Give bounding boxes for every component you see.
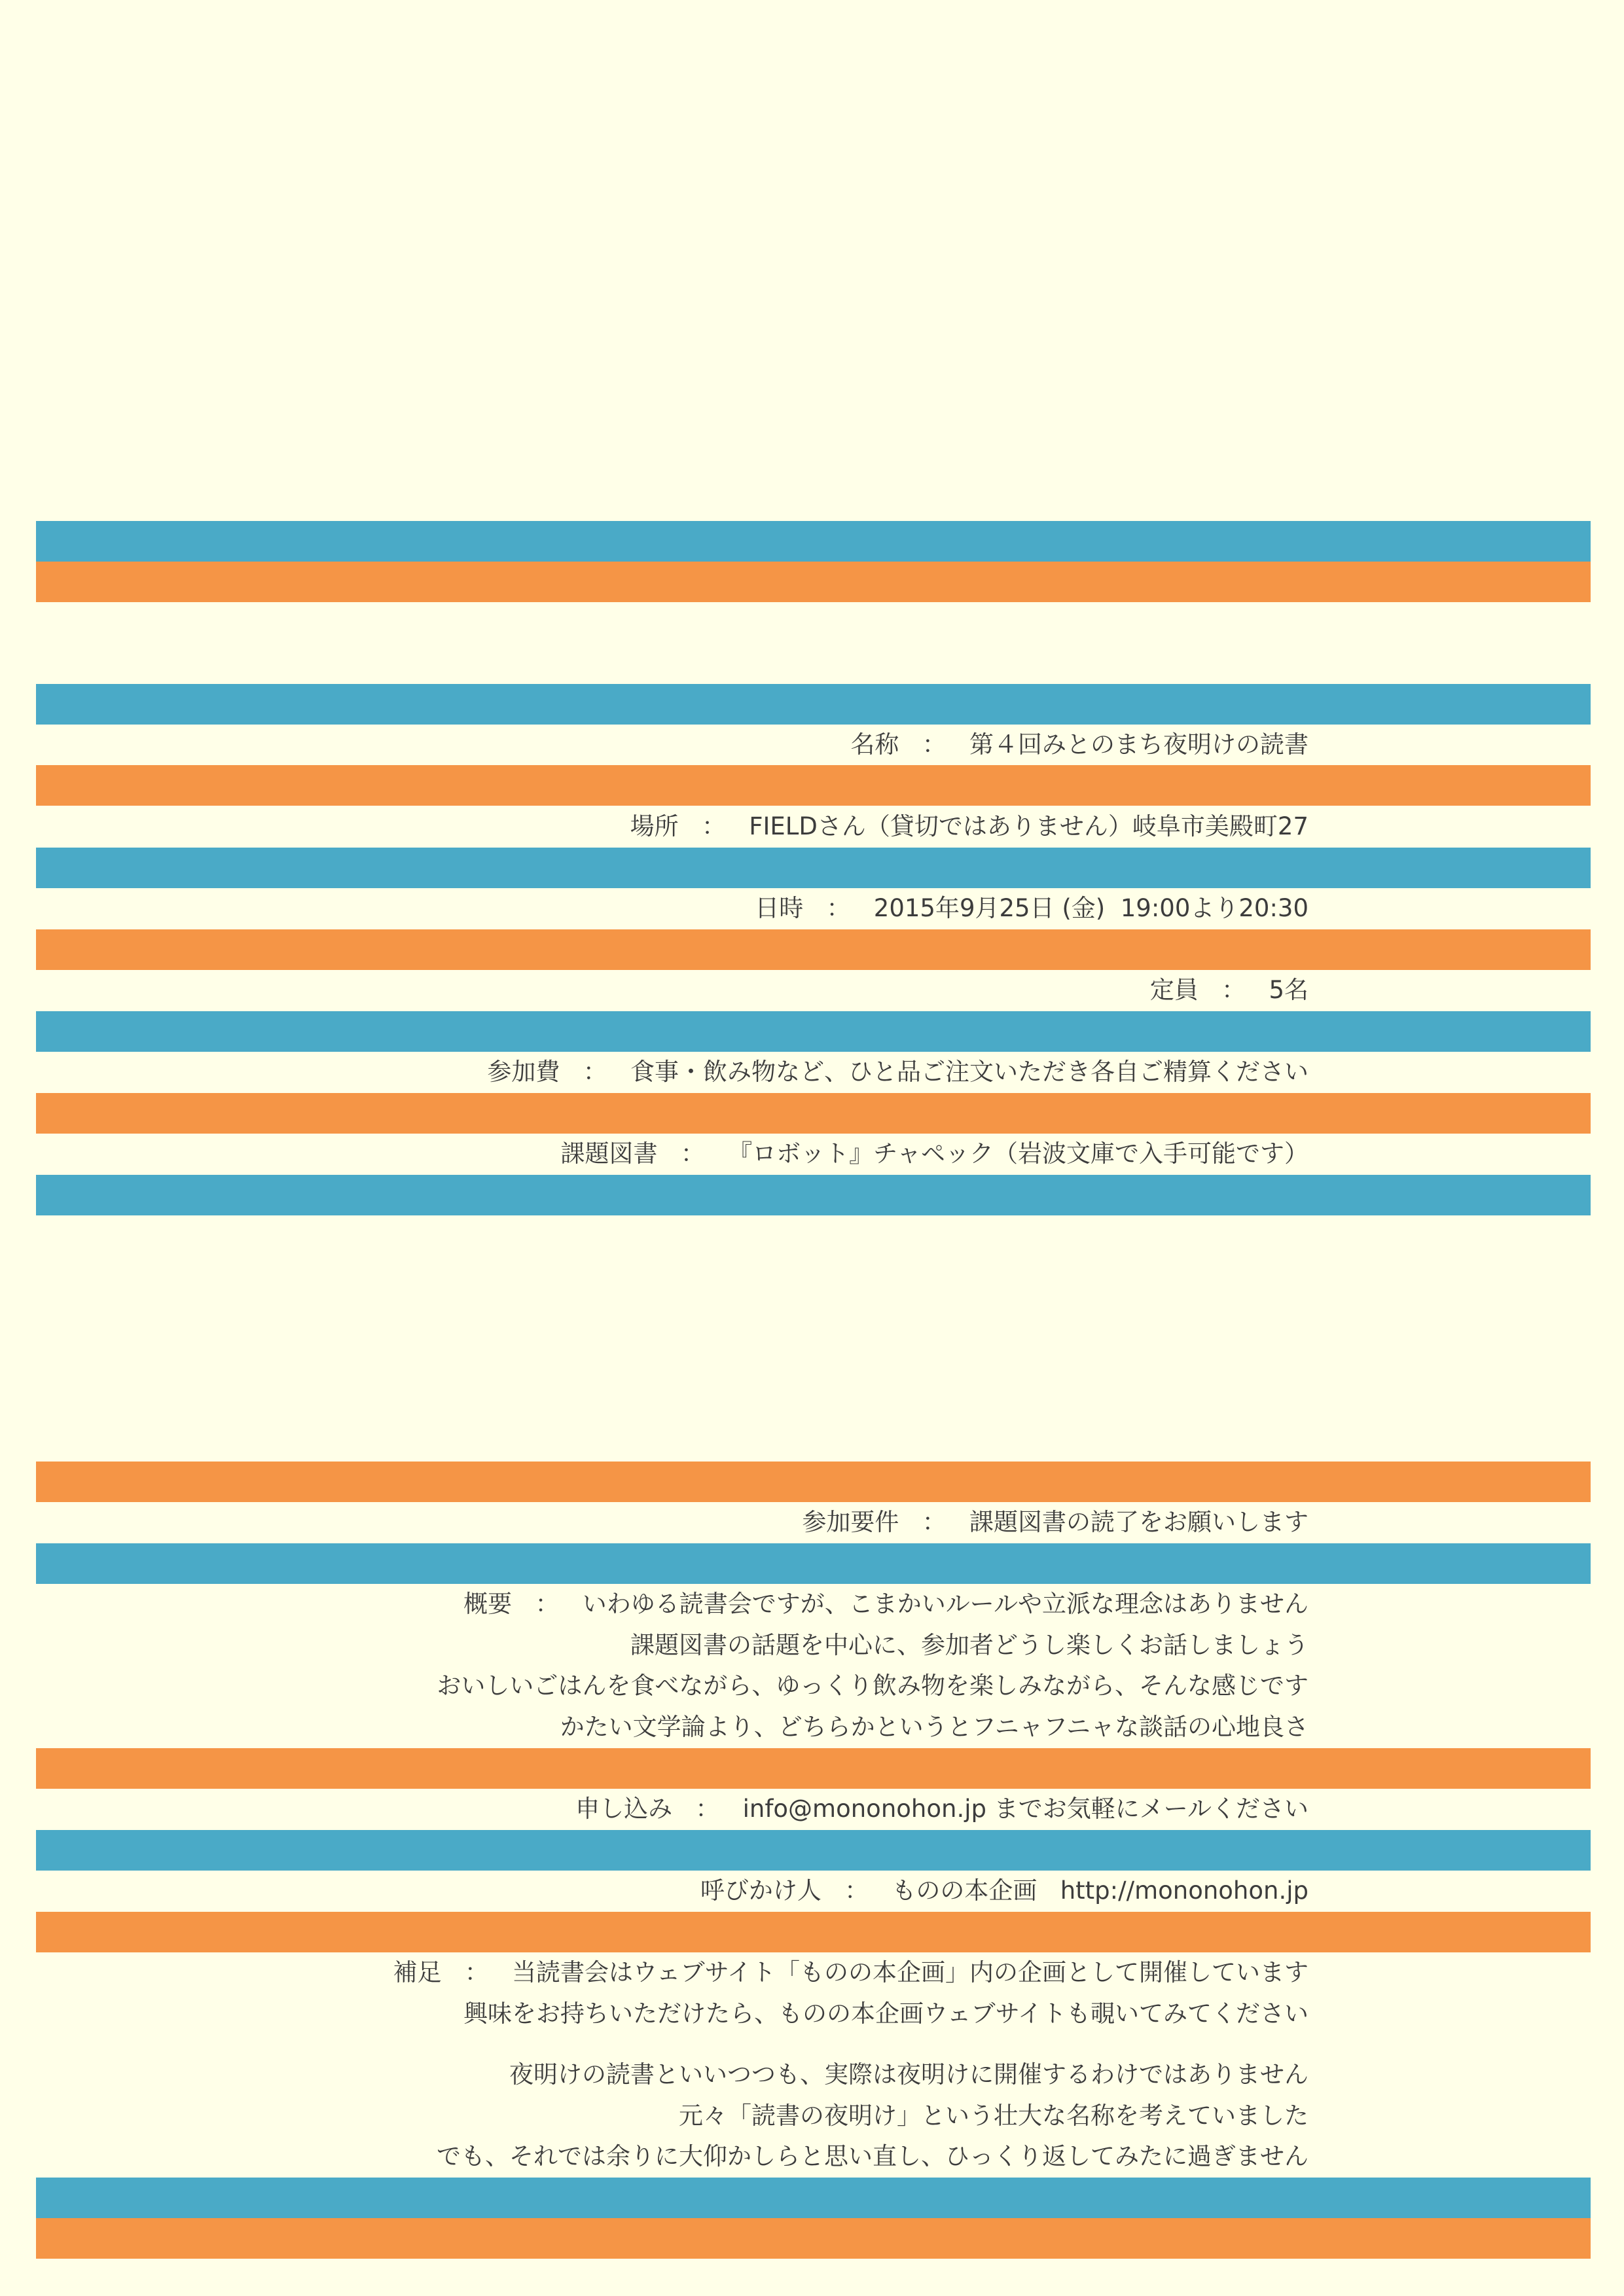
stripe-blue [36, 848, 1591, 888]
detail-overview: 概要 ： いわゆる読書会ですが、こまかいルールや立派な理念はありません [463, 1590, 1308, 1618]
info-datetime: 日時 ： 2015年9月25日 (金) 19:00より20:30 [755, 894, 1308, 922]
detail-note: 補足 ： 当読書会はウェブサイト「ものの本企画」内の企画として開催しています [393, 1958, 1308, 1986]
detail-note-line: 当読書会はウェブサイト「ものの本企画」内の企画として開催しています [512, 1958, 1308, 1986]
detail-requirement-label: 参加要件 [802, 1508, 899, 1536]
info-place-value: FIELDさん（貸切ではありません）岐阜市美殿町27 [749, 812, 1308, 840]
detail-apply-value: info@mononohon.jp までお気軽にメールください [742, 1795, 1308, 1823]
stripe-blue [36, 2178, 1591, 2218]
info-fee-label: 参加費 [487, 1058, 560, 1086]
detail-caller-label: 呼びかけ人 [700, 1876, 821, 1905]
detail-note-line: でも、それでは余りに大仰かしらと思い直し、ひっくり返してみたに過ぎません [437, 2142, 1308, 2170]
detail-note-line: 元々「読書の夜明け」という壮大な名称を考えていました [679, 2102, 1308, 2130]
stripe-blue [36, 1175, 1591, 1215]
stripe-blue [36, 521, 1591, 562]
info-datetime-value: 2015年9月25日 (金) 19:00より20:30 [873, 894, 1308, 922]
stripe-orange [36, 1093, 1591, 1134]
detail-overview-line: 課題図書の話題を中心に、参加者どうし楽しくお話しましょう [630, 1631, 1308, 1659]
stripe-blue [36, 1011, 1591, 1052]
detail-apply-label: 申し込み [575, 1795, 673, 1823]
info-place: 場所 ： FIELDさん（貸切ではありません）岐阜市美殿町27 [630, 812, 1308, 840]
detail-overview-line: いわゆる読書会ですが、こまかいルールや立派な理念はありません [582, 1590, 1308, 1618]
stripe-blue [36, 1543, 1591, 1584]
info-capacity-value: 5名 [1269, 976, 1308, 1004]
detail-requirement-value: 課題図書の読了をお願いします [969, 1508, 1308, 1536]
detail-overview-line: おいしいごはんを食べながら、ゆっくり飲み物を楽しみながら、そんな感じです [437, 1672, 1308, 1700]
detail-overview-label: 概要 [463, 1590, 513, 1618]
info-name: 名称 ： 第４回みとのまち夜明けの読書 [850, 730, 1308, 759]
stripe-orange [36, 1912, 1591, 1952]
info-capacity-label: 定員 [1149, 976, 1199, 1004]
detail-note-line: 興味をお持ちいただけたら、ものの本企画ウェブサイトも覗いてみてください [463, 2000, 1308, 2028]
stripe-orange [36, 2218, 1591, 2259]
info-name-value: 第４回みとのまち夜明けの読書 [969, 730, 1308, 759]
detail-note-line: 夜明けの読書といいつつも、実際は夜明けに開催するわけではありません [509, 2060, 1308, 2089]
info-place-label: 場所 [630, 812, 679, 840]
stripe-orange [36, 1748, 1591, 1789]
info-capacity: 定員 ： 5名 [1149, 976, 1308, 1004]
detail-caller: 呼びかけ人 ： ものの本企画 http://mononohon.jp [700, 1876, 1308, 1905]
info-book-value: 『ロボット』チャペック（岩波文庫で入手可能です） [728, 1139, 1308, 1168]
info-datetime-label: 日時 [755, 894, 804, 922]
stripe-blue [36, 684, 1591, 725]
detail-requirement: 参加要件 ： 課題図書の読了をお願いします [802, 1508, 1308, 1536]
stripe-blue [36, 1830, 1591, 1871]
detail-overview-line: かたい文学論より、どちらかというとフニャフニャな談話の心地良さ [560, 1713, 1308, 1741]
info-book-label: 課題図書 [560, 1139, 658, 1168]
detail-caller-value: ものの本企画 http://mononohon.jp [892, 1876, 1308, 1905]
info-fee-value: 食事・飲み物など、ひと品ご注文いただき各自ご精算ください [630, 1058, 1308, 1086]
info-name-label: 名称 [850, 730, 899, 759]
detail-note-label: 補足 [393, 1958, 442, 1986]
stripe-orange [36, 562, 1591, 602]
stripe-orange [36, 765, 1591, 806]
info-book: 課題図書 ： 『ロボット』チャペック（岩波文庫で入手可能です） [560, 1139, 1308, 1168]
stripe-orange [36, 1462, 1591, 1502]
info-fee: 参加費 ： 食事・飲み物など、ひと品ご注文いただき各自ご精算ください [487, 1058, 1308, 1086]
stripe-orange [36, 929, 1591, 970]
detail-apply: 申し込み ： info@mononohon.jp までお気軽にメールください [575, 1795, 1308, 1823]
